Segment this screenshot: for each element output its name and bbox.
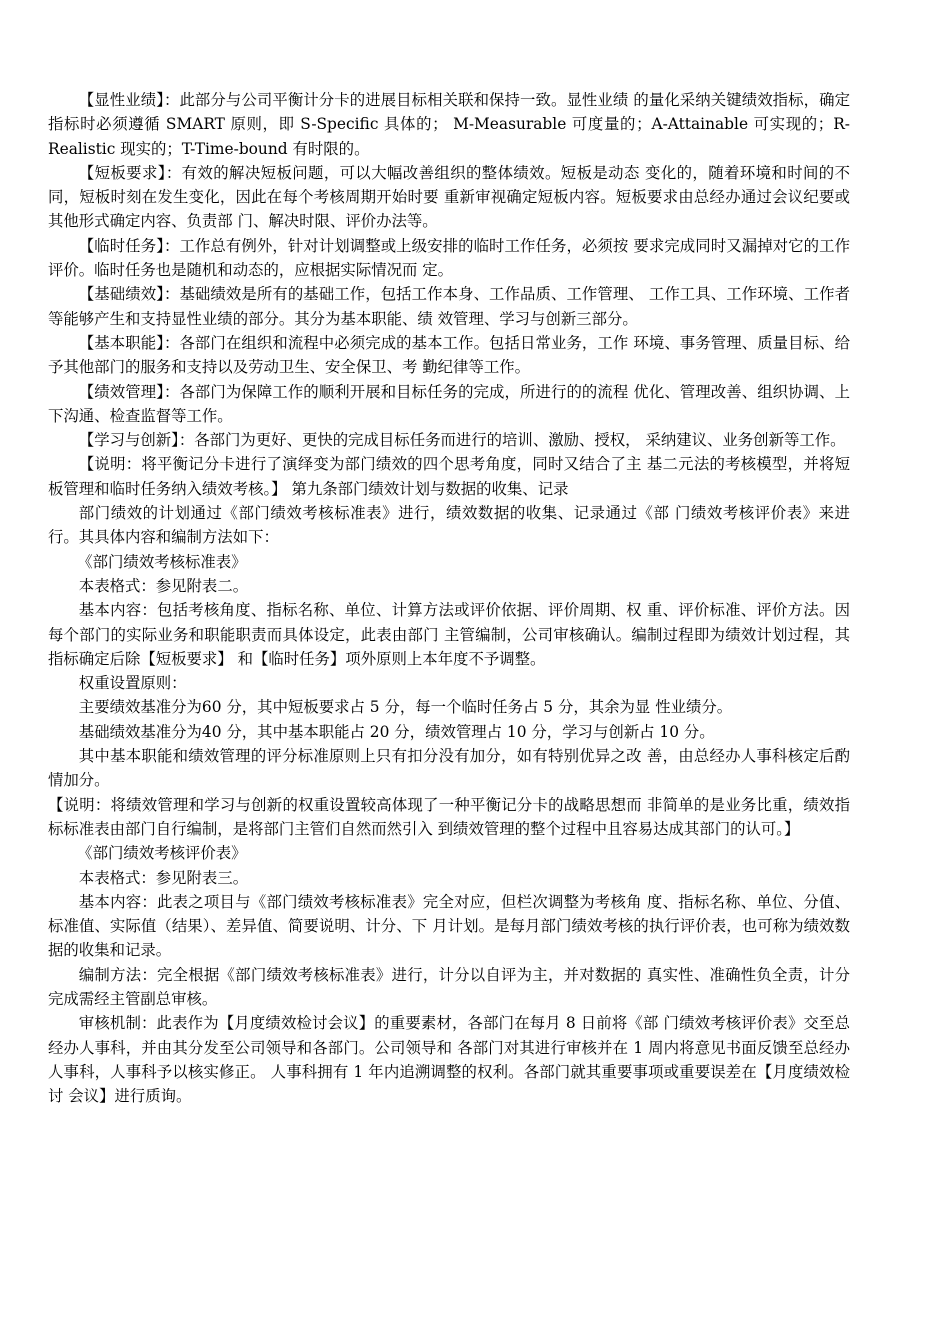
paragraph-explicit-performance: 【显性业绩】：此部分与公司平衡计分卡的进展目标相关联和保持一致。显性业绩 的量化采纳关键绩效指标，确定指标时必须遵循 SMART 原则，即 S-Specific 具体的； M-Measurable 可度量的；A-Attainable 可实现的；R-Realistic 现实的；T-Time-bound 有时限的。 <box>48 91 850 158</box>
paragraph-basic-performance: 【基础绩效】：基础绩效是所有的基础工作，包括工作本身、工作品质、工作管理、 工作工具、工作环境、工作者等能够产生和支持显性业绩的部分。其分为基本职能、绩 效管理、学习与创新三部分。 <box>48 285 850 328</box>
paragraph-shortboard-requirement: 【短板要求】：有效的解决短板问题，可以大幅改善组织的整体绩效。短板是动态 变化的，随着环境和时间的不同，短板时刻在发生变化，因此在每个考核周期开始时要 重新审视确定短板内容。短板要求由总经办通过会议纪要或其他形式确定内容、负责部 门、解决时限、评价办法等。 <box>48 163 850 231</box>
paragraph-standard-content: 基本内容：包括考核角度、指标名称、单位、计算方法或评价依据、评价周期、权 重、评价标准、评价方法。因每个部门的实际业务和职能职责而具体设定，此表由部门 主管编制，公司审核确认。编制过程即为绩效计划过程，其指标确定后除【短板要求】 和【临时任务】项外原则上本年度不予调整。 <box>48 601 850 668</box>
document-body <box>48 88 850 1108</box>
heading-standard-table: 《部门绩效考核标准表》 <box>77 552 247 571</box>
heading-evaluation-table: 《部门绩效考核评价表》 <box>77 844 247 863</box>
paragraph-note-weight: 【说明：将绩效管理和学习与创新的权重设置较高体现了一种平衡记分卡的战略思想而 非简单的是业务比重，绩效指标标准表由部门自行编制，是将部门主管们自然而然引入 到绩效管理的整个过程中且容易达成其部门的认可。】 <box>48 795 850 838</box>
paragraph-evaluation-format: 本表格式：参见附表三。 <box>78 868 249 887</box>
paragraph-basic-function: 【基本职能】：各部门在组织和流程中必须完成的基本工作。包括日常业务，工作 环境、事务管理、质量目标、给予其他部门的服务和支持以及劳动卫生、安全保卫、考 勤纪律等工作。 <box>48 333 850 377</box>
paragraph-temporary-task: 【临时任务】：工作总有例外，针对计划调整或上级安排的临时工作任务，必须按 要求完成同时又漏掉对它的工作评价。临时任务也是随机和动态的，应根据实际情况而 定。 <box>48 236 850 280</box>
paragraph-scoring-rule: 其中基本职能和绩效管理的评分标准原则上只有扣分没有加分，如有特别优异之改 善，由总经办人事科核定后酌情加分。 <box>48 747 850 790</box>
paragraph-standard-format: 本表格式：参见附表二。 <box>78 576 249 595</box>
paragraph-compile-method: 编制方法：完全根据《部门绩效考核标准表》进行，计分以自评为主，并对数据的 真实性、准确性负全责，计分完成需经主管副总审核。 <box>48 965 850 1008</box>
paragraph-learning-innovation: 【学习与创新】：各部门为更好、更快的完成目标任务而进行的培训、激励、授权， 采纳建议、业务创新等工作。 <box>78 431 846 450</box>
paragraph-evaluation-content: 基本内容：此表之项目与《部门绩效考核标准表》完全对应，但栏次调整为考核角 度、指标名称、单位、分值、标准值、实际值（结果）、差异值、简要说明、计分、下 月计划。是每月部门绩效考核的执行评价表，也可称为绩效数据的收集和记录。 <box>48 892 850 960</box>
paragraph-review-mechanism: 审核机制：此表作为【月度绩效检讨会议】的重要素材，各部门在每月 8 日前将《部 门绩效考核评价表》交至总经办人事科，并由其分发至公司领导和各部门。公司领导和 各部门对其进行审核并在 1 周内将意见书面反馈至总经办人事科，人事科予以核实修正。 人事科拥有 1 年内追溯调整的权利。各部门就其重要事项或重要误差在【月度绩效检讨 会议】进行质询。 <box>48 1014 850 1106</box>
paragraph-plan-intro: 部门绩效的计划通过《部门绩效考核标准表》进行，绩效数据的收集、记录通过《部 门绩效考核评价表》来进行。其具体内容和编制方法如下： <box>48 504 850 547</box>
paragraph-weight-principle: 权重设置原则： <box>78 674 187 693</box>
paragraph-performance-management: 【绩效管理】：各部门为保障工作的顺利开展和目标任务的完成，所进行的的流程 优化、管理改善、组织协调、上下沟通、检查监督等工作。 <box>48 382 850 425</box>
paragraph-note-balanced-scorecard: 【说明：将平衡记分卡进行了演绎变为部门绩效的四个思考角度，同时又结合了主 基二元法的考核模型，并将短板管理和临时任务纳入绩效考核。】 第九条部门绩效计划与数据的收集、记录 <box>48 455 850 498</box>
paragraph-main-score: 主要绩效基准分为60 分，其中短板要求占 5 分，每一个临时任务占 5 分，其余为显 性业绩分。 <box>78 698 733 717</box>
paragraph-basic-score: 基础绩效基准分为40 分，其中基本职能占 20 分，绩效管理占 10 分，学习与创新占 10 分。 <box>78 722 715 741</box>
